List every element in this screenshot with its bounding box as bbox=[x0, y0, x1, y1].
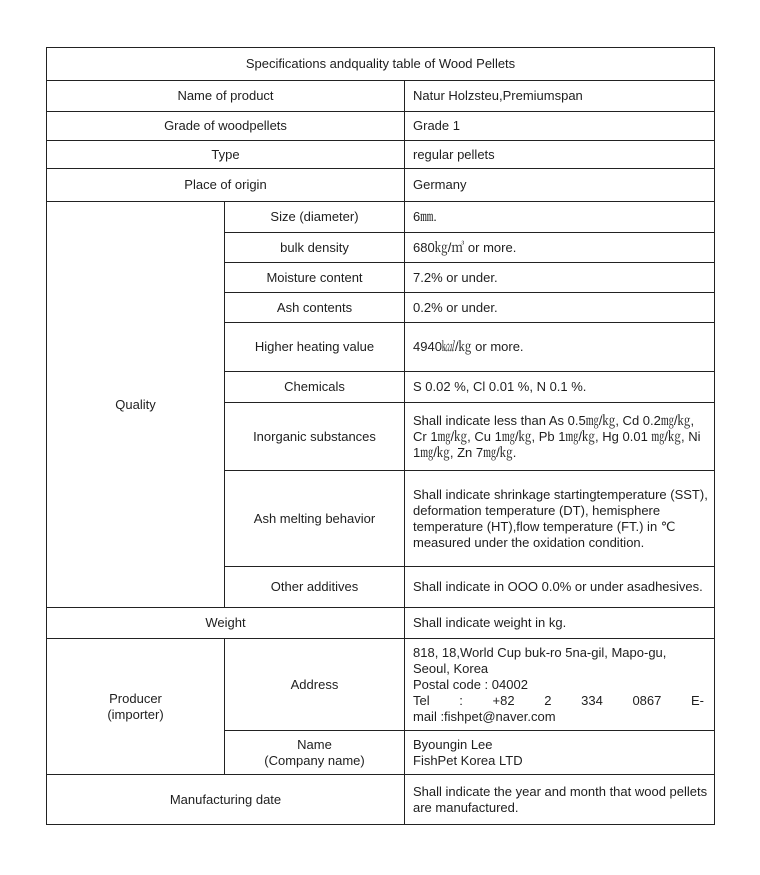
quality-item-label: bulk density bbox=[225, 233, 405, 263]
producer-label-line2: (importer) bbox=[107, 706, 164, 722]
quality-item-label: Chemicals bbox=[225, 372, 405, 403]
weight-value: Shall indicate weight in kg. bbox=[405, 608, 715, 639]
manufacturing-date-value: Shall indicate the year and month that wood pellets are manufactured. bbox=[405, 775, 715, 825]
company-name: FishPet Korea LTD bbox=[413, 752, 523, 768]
tel-part: : bbox=[459, 692, 463, 708]
name-of-product-value: Natur Holzsteu,Premiumspan bbox=[405, 81, 715, 112]
address-label: Address bbox=[225, 639, 405, 731]
table-row bbox=[47, 639, 715, 731]
quality-item-label: Ash melting behavior bbox=[225, 471, 405, 567]
grade-label: Grade of woodpellets bbox=[47, 112, 405, 141]
table-title: Specifications andquality table of Wood Pellets bbox=[47, 48, 715, 81]
producer-label bbox=[47, 639, 225, 775]
telephone-line bbox=[413, 693, 708, 709]
table-row bbox=[47, 202, 715, 233]
name-label-line2: (Company name) bbox=[264, 752, 365, 768]
company-name-value bbox=[405, 731, 715, 775]
place-of-origin-value: Germany bbox=[405, 169, 715, 202]
company-name-label bbox=[225, 731, 405, 775]
place-of-origin-label: Place of origin bbox=[47, 169, 405, 202]
quality-item-label: Size (diameter) bbox=[225, 202, 405, 233]
table-row bbox=[47, 775, 715, 825]
table-row bbox=[47, 81, 715, 112]
tel-part: 2 bbox=[544, 692, 552, 708]
quality-item-value: Shall indicate less than As 0.5㎎/㎏, Cd 0.2㎎/㎏, Cr 1㎎/㎏, Cu 1㎎/㎏, Pb 1㎎/㎏, Hg 0.01 ㎎/㎏, Ni 1㎎/㎏, Zn 7㎎/㎏. bbox=[405, 403, 715, 471]
quality-item-value: Shall indicate in OOO 0.0% or under asadhesives. bbox=[405, 567, 715, 608]
grade-value: Grade 1 bbox=[405, 112, 715, 141]
quality-item-value: 6㎜. bbox=[405, 202, 715, 233]
quality-item-label: Moisture content bbox=[225, 263, 405, 293]
quality-item-value: 680㎏/㎥ or more. bbox=[405, 233, 715, 263]
address-value bbox=[405, 639, 715, 731]
table-row bbox=[47, 141, 715, 169]
address-line1: 818, 18,World Cup buk-ro 5na-gil, Mapo-gu, bbox=[413, 644, 667, 660]
tel-part: Tel bbox=[413, 692, 430, 708]
tel-part: 334 bbox=[581, 692, 603, 708]
title-row bbox=[47, 48, 715, 81]
weight-label: Weight bbox=[47, 608, 405, 639]
address-line2: Seoul, Korea bbox=[413, 660, 489, 676]
postal-code: Postal code : 04002 bbox=[413, 676, 528, 692]
quality-item-value: 7.2% or under. bbox=[405, 263, 715, 293]
quality-item-value: 0.2% or under. bbox=[405, 293, 715, 323]
tel-part: +82 bbox=[492, 692, 515, 708]
tel-part: 0867 bbox=[632, 692, 662, 708]
name-of-product-label: Name of product bbox=[47, 81, 405, 112]
quality-item-label: Ash contents bbox=[225, 293, 405, 323]
type-label: Type bbox=[47, 141, 405, 169]
type-value: regular pellets bbox=[405, 141, 715, 169]
quality-item-value: 4940㎉/㎏ or more. bbox=[405, 323, 715, 372]
quality-label: Quality bbox=[47, 202, 225, 608]
quality-item-value: S 0.02 %, Cl 0.01 %, N 0.1 %. bbox=[405, 372, 715, 403]
quality-item-label: Higher heating value bbox=[225, 323, 405, 372]
table-row bbox=[47, 112, 715, 141]
name-label-line1: Name bbox=[297, 736, 332, 752]
person-name: Byoungin Lee bbox=[413, 736, 493, 752]
quality-item-value: Shall indicate shrinkage startingtemperature (SST), deformation temperature (DT), hemisphere temperature (HT),flow temperature (FT.) in ℃ measured under the oxidation condition. bbox=[405, 471, 715, 567]
producer-label-line1: Producer bbox=[109, 690, 162, 706]
tel-part: E- bbox=[691, 692, 705, 708]
quality-item-label: Inorganic substances bbox=[225, 403, 405, 471]
email: mail :fishpet@naver.com bbox=[413, 708, 556, 724]
quality-item-label: Other additives bbox=[225, 567, 405, 608]
table-row bbox=[47, 608, 715, 639]
manufacturing-date-label: Manufacturing date bbox=[47, 775, 405, 825]
table-row bbox=[47, 169, 715, 202]
specifications-table bbox=[46, 47, 715, 825]
